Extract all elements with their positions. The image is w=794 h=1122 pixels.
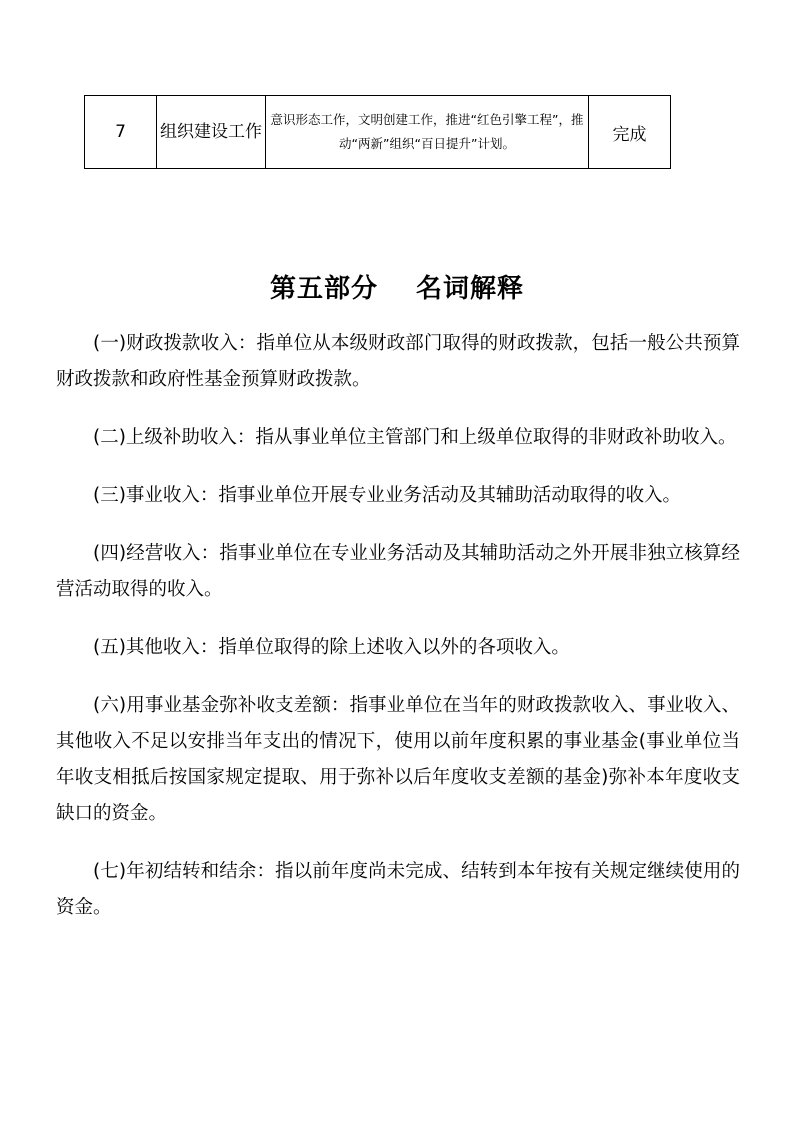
row-number-cell: 7	[85, 96, 157, 169]
task-name-cell: 组织建设工作	[157, 96, 266, 169]
section-title-part: 第五部分	[269, 274, 378, 304]
definition-paragraph-5: (五)其他收入：指单位取得的除上述收入以外的各项收入。	[93, 637, 570, 658]
definition-paragraph-4: (四)经营收入：指事业单位在专业业务活动及其辅助活动之外开展非独立核算经营活动取得的收入。	[56, 543, 740, 600]
task-table-container	[84, 95, 668, 169]
section-title	[0, 268, 794, 305]
task-table	[84, 95, 671, 169]
definition-paragraph-1: (一)财政拨款收入：指单位从本级财政部门取得的财政拨款，包括一般公共预算财政拨款和政府性基金预算财政拨款。	[56, 333, 740, 390]
definition-paragraph-7: (七)年初结转和结余：指以前年度尚未完成、结转到本年按有关规定继续使用的资金。	[56, 861, 740, 918]
definition-paragraph-6: (六)用事业基金弥补收支差额：指事业单位在当年的财政拨款收入、事业收入、其他收入不足以安排当年支出的情况下，使用以前年度积累的事业基金(事业单位当年收支相抵后按国家规定提取、用于弥补以后年度收支差额的基金)弥补本年度收支缺口的资金。	[56, 695, 740, 824]
section-title-name: 名词解释	[416, 274, 525, 304]
definition-paragraph-3: (三)事业收入：指事业单位开展专业业务活动及其辅助活动取得的收入。	[93, 485, 681, 506]
task-status-cell: 完成	[589, 96, 671, 169]
table-row	[85, 96, 671, 169]
task-description-cell: 意识形态工作，文明创建工作，推进“红色引擎工程”，推动“两新”组织“百日提升”计划。	[266, 96, 589, 169]
definitions-body	[56, 326, 740, 948]
definition-paragraph-2: (二)上级补助收入：指从事业单位主管部门和上级单位取得的非财政补助收入。	[93, 427, 737, 448]
